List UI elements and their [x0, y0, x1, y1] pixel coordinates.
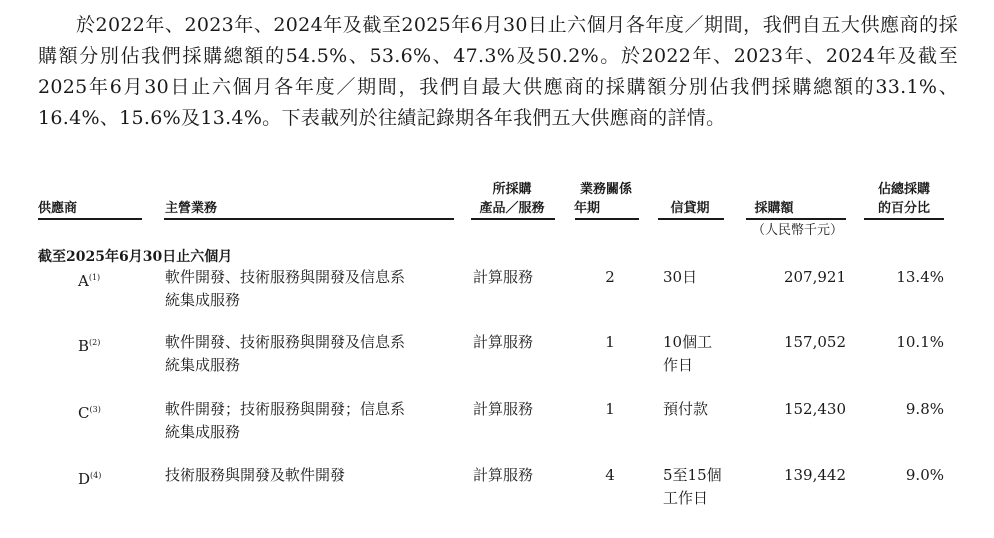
- rule-percentage: [864, 218, 944, 220]
- header-years-line2: 年期: [574, 201, 601, 216]
- relationship-years: 4: [605, 466, 615, 484]
- rule-product: [471, 218, 555, 220]
- main-business: 軟件開發；技術服務與開發；信息系 統集成服務: [165, 400, 406, 441]
- purchase-percentage: 10.1%: [896, 333, 944, 351]
- purchase-percentage: 9.0%: [905, 466, 944, 484]
- relationship-years: 1: [605, 333, 615, 351]
- unit-label: （人民幣千元）: [752, 223, 844, 238]
- product-service: 計算服務: [473, 268, 534, 286]
- header-amount: 採購額: [754, 201, 794, 216]
- purchase-percentage: 9.8%: [905, 400, 944, 418]
- supplier-name: $B^{(2)}$: [78, 337, 101, 355]
- credit-term: 預付款: [663, 400, 709, 418]
- footnote-ref: (1): [88, 273, 101, 282]
- rule-supplier: [38, 218, 142, 220]
- purchase-percentage: 13.4%: [896, 268, 944, 286]
- purchase-amount: 207,921: [783, 268, 846, 286]
- product-service: 計算服務: [473, 400, 534, 418]
- footnote-ref: (3): [89, 405, 101, 414]
- product-service: 計算服務: [473, 466, 534, 484]
- rule-years: [575, 218, 639, 220]
- header-credit: 信貸期: [670, 201, 710, 216]
- header-years-line1: 業務關係: [579, 182, 632, 197]
- header-pct-line1: 佔總採購: [877, 182, 930, 197]
- main-business: 技術服務與開發及軟件開發: [165, 466, 346, 484]
- main-business: 軟件開發、技術服務與開發及信息系 統集成服務: [165, 268, 406, 309]
- supplier-name: $A^{(1)}$: [78, 272, 101, 290]
- header-years: [574, 180, 638, 218]
- purchase-amount: 157,052: [783, 333, 846, 351]
- footnote-ref: (4): [90, 471, 102, 480]
- credit-term: 5至15個 工作日: [663, 466, 722, 507]
- intro-paragraph: 於2022年、2023年、2024年及截至2025年6月30日止六個月各年度／期間，我們自五大供應商的採購額分別佔我們採購總額的54.5%、53.6%、47.3%及50.2%。於2022年、2023年、2024年及截至2025年6月30日止六個月各年度／期間，我們自最大供應商的採購額分別佔我們採購總額的33.1%、16.4%、15.6%及13.4%。下表載列於往績記錄期各年我們五大供應商的詳情。: [38, 14, 958, 129]
- purchase-amount: 152,430: [783, 400, 846, 418]
- relationship-years: 1: [605, 400, 615, 418]
- section-heading: 截至2025年6月30日止六個月: [38, 249, 233, 265]
- header-business: 主營業務: [165, 201, 218, 216]
- main-business: 軟件開發、技術服務與開發及信息系 統集成服務: [165, 333, 406, 374]
- header-percentage: [864, 180, 944, 218]
- rule-amount: [746, 218, 846, 220]
- header-product-line2: 產品／服務: [479, 201, 545, 216]
- purchase-amount: 139,442: [783, 466, 846, 484]
- header-product: [470, 180, 554, 218]
- header-pct-line2: 的百分比: [877, 201, 930, 216]
- footnote-ref: (2): [89, 338, 101, 347]
- relationship-years: 2: [605, 268, 615, 286]
- supplier-name: $C^{(3)}$: [78, 404, 101, 422]
- credit-term: 10個工 作日: [663, 333, 713, 374]
- header-product-line1: 所採購: [492, 182, 532, 197]
- supplier-name: $D^{(4)}$: [78, 470, 102, 488]
- rule-business: [164, 218, 454, 220]
- header-supplier: 供應商: [38, 201, 78, 216]
- rule-credit: [658, 218, 724, 220]
- credit-term: 30日: [663, 268, 698, 286]
- product-service: 計算服務: [473, 333, 534, 351]
